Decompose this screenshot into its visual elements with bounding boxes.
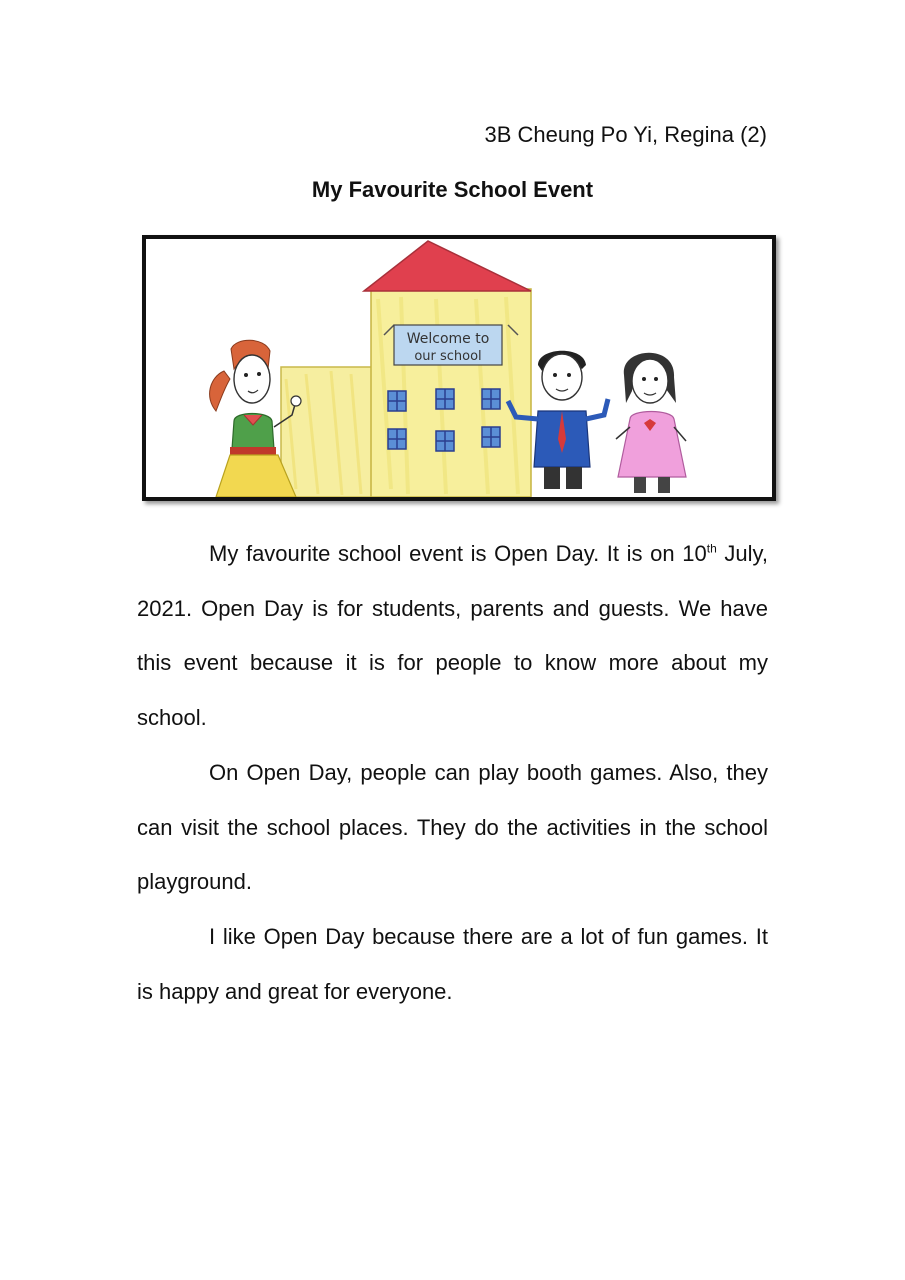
essay-body bbox=[137, 527, 768, 1019]
school-wing bbox=[281, 367, 373, 497]
paragraph-2: On Open Day, people can play booth games. Also, they can visit the school places. They do the activities in the school playground. bbox=[137, 759, 768, 895]
drawing-frame bbox=[142, 235, 776, 501]
author-line: 3B Cheung Po Yi, Regina (2) bbox=[484, 122, 767, 147]
sign-line-1: Welcome to bbox=[406, 331, 490, 347]
girl-figure-right bbox=[616, 353, 686, 493]
welcome-sign bbox=[384, 325, 518, 365]
sign-line-2: our school bbox=[414, 349, 482, 364]
school-drawing bbox=[146, 239, 772, 497]
paragraph-1: My favourite school event is Open Day. It is on 10th July, 2021. Open Day is for students, parents and guests. We have this event because it is for people to know more about my school. bbox=[137, 541, 768, 731]
school-roof bbox=[364, 241, 531, 291]
paragraph-3: I like Open Day because there are a lot of fun games. It is happy and great for everyone. bbox=[137, 923, 768, 1004]
essay-title: My Favourite School Event bbox=[311, 177, 594, 202]
